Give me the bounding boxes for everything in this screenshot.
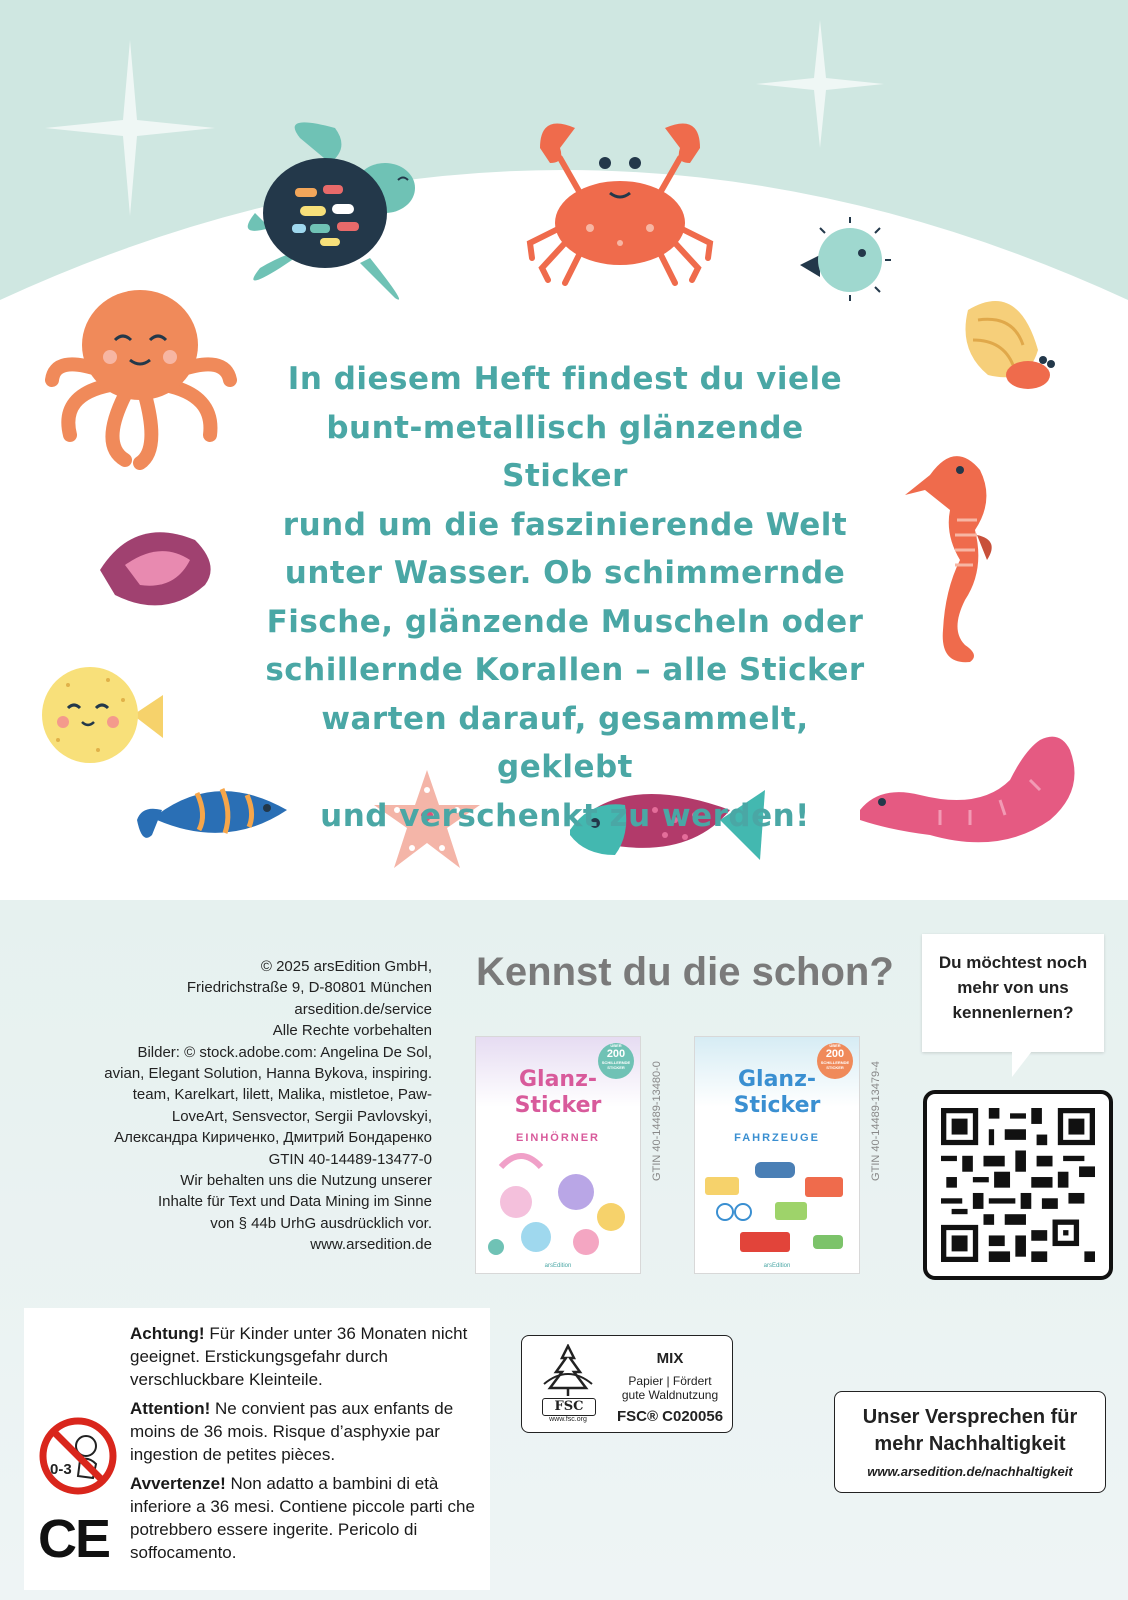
- crab-icon: [520, 118, 720, 298]
- fsc-description-line: gute Waldnutzung: [621, 1388, 719, 1402]
- imprint-line: team, Karelkart, lilett, Malika, mistletoe, Paw-: [132, 1086, 432, 1104]
- fsc-label: [521, 1335, 733, 1433]
- book-cover-einhoerner[interactable]: [476, 1037, 640, 1273]
- warning-body: Non adatto a bambini di età inferiore a 36 mesi. Contiene piccole parti che potrebbero essere ingerite. Pericolo di soffocamento.: [130, 1474, 475, 1562]
- badge-number: 200: [606, 1048, 626, 1060]
- bubble-line: mehr von uns: [957, 978, 1069, 997]
- book-publisher: arsEdition: [544, 1263, 572, 1269]
- fsc-logo-text: FSC: [542, 1398, 596, 1416]
- imprint-line: Александра Кириченко, Дмитрий Бондаренко: [114, 1129, 432, 1147]
- intro-line: schillernde Korallen – alle Sticker: [265, 652, 865, 688]
- book-subtitle: EINHÖRNER: [515, 1132, 600, 1144]
- promise-title-line: mehr Nachhaltigkeit: [874, 1433, 1066, 1455]
- warning-paragraph-it: [130, 1472, 480, 1564]
- badge-text: SCHILLERNDE STICKER: [601, 1060, 631, 1070]
- imprint-line: GTIN 40-14489-13477-0: [268, 1150, 432, 1168]
- book-gtin: GTIN 40-14489-13479-4: [870, 1061, 882, 1181]
- promise-title-line: Unser Versprechen für: [862, 1406, 1078, 1428]
- yellow-pufferfish-icon: [28, 660, 168, 770]
- warning-body: Ne convient pas aux enfants de moins de 36 mois. Risque d’asphyxie par ingestion de petites pièces.: [130, 1399, 454, 1464]
- no-children-under-3-icon: [38, 1416, 118, 1496]
- warning-body: Für Kinder unter 36 Monaten nicht geeignet. Erstickungsgefahr durch verschluckbare Kleinteile.: [130, 1324, 468, 1389]
- fsc-tree-icon: [540, 1344, 596, 1398]
- book-title-line: Sticker: [733, 1093, 821, 1118]
- badge-text: SCHILLERNDE STICKER: [820, 1060, 850, 1070]
- warning-paragraph-fr: [130, 1397, 480, 1466]
- book-publisher: arsEdition: [763, 1263, 791, 1269]
- qr-code[interactable]: [923, 1090, 1113, 1280]
- promise-url[interactable]: www.arsedition.de/nachhaltigkeit: [867, 1464, 1073, 1479]
- badge-top: ÜBER: [829, 1043, 841, 1048]
- imprint-line: Wir behalten uns die Nutzung unserer: [180, 1172, 432, 1190]
- imprint-credits: [12, 956, 432, 1256]
- badge-top: ÜBER: [610, 1043, 622, 1048]
- blue-pufferfish-icon: [790, 215, 900, 305]
- imprint-line: © 2025 arsEdition GmbH,: [260, 958, 432, 975]
- book-title-line: Glanz-: [737, 1067, 817, 1092]
- hermit-crab-icon: [958, 290, 1068, 410]
- fsc-code: FSC® C020056: [616, 1408, 724, 1425]
- seahorse-icon: [905, 440, 1005, 665]
- warning-lead: Achtung!: [130, 1324, 205, 1343]
- badge-number: 200: [825, 1048, 845, 1060]
- ce-mark: CE: [38, 1509, 110, 1569]
- book-title: [476, 1067, 640, 1119]
- intro-line: rund um die faszinierende Welt: [282, 506, 848, 543]
- turtle-icon: [240, 118, 440, 308]
- fsc-description: [614, 1374, 726, 1402]
- imprint-line: Inhalte für Text und Data Mining im Sinne: [157, 1193, 432, 1211]
- fsc-description-line: Papier | Fördert: [628, 1374, 712, 1388]
- imprint-line: avian, Elegant Solution, Hanna Bykova, inspiring.: [104, 1065, 432, 1083]
- fsc-mix: MIX: [656, 1350, 684, 1367]
- imprint-line: arsedition.de/service: [294, 1000, 432, 1018]
- intro-line: In diesem Heft findest du viele: [287, 361, 843, 397]
- warning-paragraph-de: [130, 1322, 480, 1391]
- imprint-line: Friedrichstraße 9, D-80801 München: [186, 979, 432, 997]
- speech-bubble-text: [922, 950, 1104, 1025]
- book-title: [695, 1067, 859, 1119]
- book-title-line: Sticker: [514, 1093, 602, 1118]
- safety-warning: [24, 1308, 490, 1590]
- warning-lead: Avvertenze!: [130, 1474, 226, 1493]
- book-subtitle: FAHRZEUGE: [734, 1132, 820, 1144]
- book-title-line: Glanz-: [518, 1067, 598, 1092]
- intro-text: [260, 355, 870, 840]
- bubble-line: Du möchtest noch: [938, 953, 1088, 972]
- octopus-icon: [40, 285, 240, 470]
- vehicle-stickers-illustration: [695, 1147, 859, 1265]
- imprint-line: von § 44b UrhG ausdrücklich vor.: [210, 1214, 432, 1232]
- speech-bubble: [922, 934, 1104, 1052]
- intro-line: unter Wasser. Ob schimmernde: [284, 555, 846, 591]
- imprint-line: Bilder: © stock.adobe.com: Angelina De Sol,: [137, 1043, 432, 1061]
- unicorn-stickers-illustration: [476, 1147, 640, 1265]
- warning-lead: Attention!: [130, 1399, 211, 1418]
- intro-line: warten darauf, gesammelt, geklebt: [321, 700, 809, 785]
- warning-text: [130, 1322, 480, 1570]
- seashell-icon: [95, 525, 220, 615]
- intro-line: bunt-metallisch glänzende Sticker: [326, 409, 804, 494]
- imprint-line: www.arsedition.de: [310, 1236, 432, 1254]
- recommend-heading: Kennst du die schon?: [476, 950, 894, 994]
- intro-line: und verschenkt zu werden!: [320, 797, 810, 834]
- book-gtin: GTIN 40-14489-13480-0: [651, 1061, 663, 1181]
- imprint-line: Alle Rechte vorbehalten: [272, 1022, 432, 1040]
- book-cover-fahrzeuge[interactable]: [695, 1037, 859, 1273]
- intro-line: Fische, glänzende Muscheln oder: [266, 603, 864, 640]
- age-label: 0-3: [50, 1461, 72, 1478]
- qr-code-icon: [941, 1108, 1095, 1262]
- speech-bubble-tail: [1012, 1051, 1032, 1077]
- eel-icon: [860, 730, 1090, 860]
- sustainability-promise[interactable]: [834, 1391, 1106, 1493]
- promise-title: [835, 1404, 1105, 1458]
- fsc-url: www.fsc.org: [549, 1416, 587, 1423]
- bubble-line: kennenlernen?: [952, 1003, 1074, 1022]
- imprint-line: LoveArt, Sensvector, Sergii Pavlovskyi,: [171, 1107, 432, 1125]
